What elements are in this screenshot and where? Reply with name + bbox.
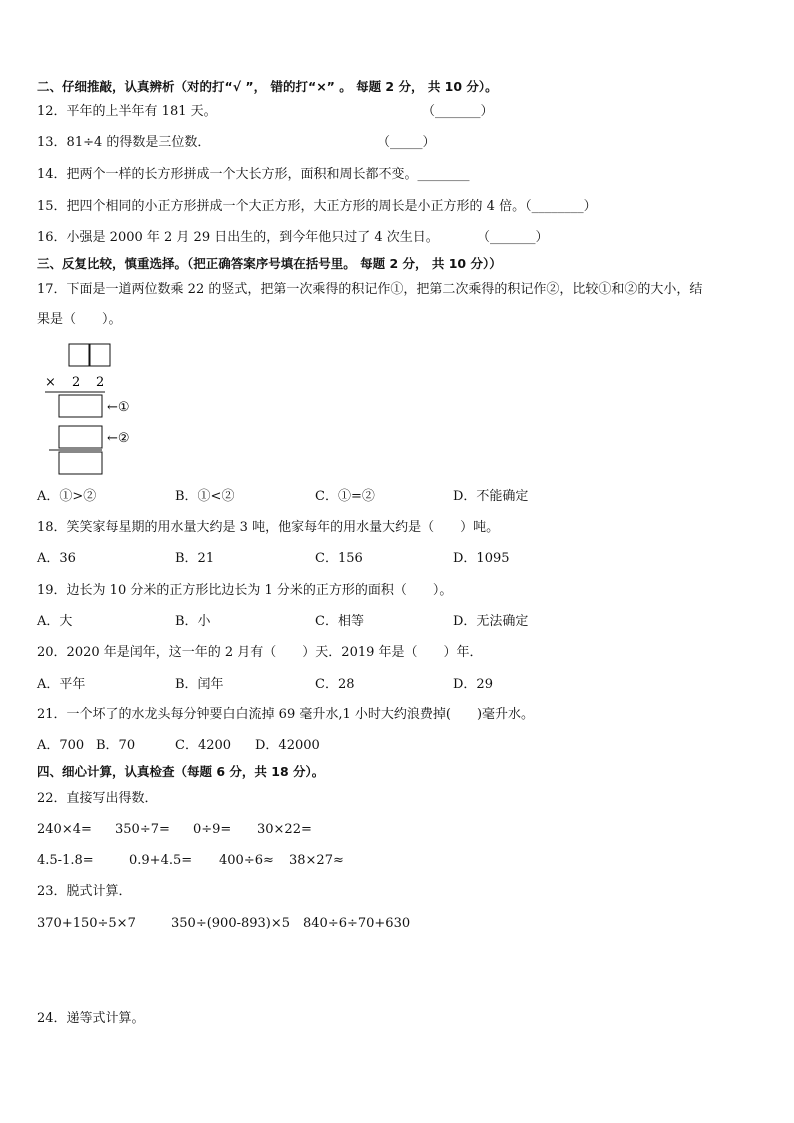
option-19-a[interactable]: A．大 <box>37 614 73 629</box>
arrow-label-2: ←② <box>107 431 130 446</box>
option-18-c[interactable]: C．156 <box>315 551 363 566</box>
calc-item: 30×22= <box>257 822 312 837</box>
question-13 <box>37 134 436 152</box>
option-18-d[interactable]: D．1095 <box>453 551 510 566</box>
arrow-label-1: ←① <box>107 400 130 415</box>
answer-blank-13[interactable]: （_____） <box>377 135 436 150</box>
question-19: 19．边长为 10 分米的正方形比边长为 1 分米的正方形的面积（ ）。 <box>37 583 453 598</box>
option-20-d[interactable]: D．29 <box>453 677 493 692</box>
digit-box-tens <box>69 344 89 366</box>
question-22: 22．直接写出得数． <box>37 791 158 806</box>
question-21: 21．一个坏了的水龙头每分钟要白白流掉 69 毫升水,1 小时大约浪费掉( )毫升水。 <box>37 707 535 722</box>
option-18-a[interactable]: A．36 <box>37 551 76 566</box>
question-17-line-2: 果是（ ）。 <box>37 312 122 327</box>
calc-item: 350÷7= <box>115 822 170 837</box>
multiplier-digit-2: 2 <box>96 375 105 390</box>
question-14: 14．把两个一样的长方形拼成一个大长方形，面积和周长都不变。________ <box>37 167 470 182</box>
question-12-text: 12．平年的上半年有 181 天。 <box>37 104 217 119</box>
option-19-b[interactable]: B．小 <box>175 614 211 629</box>
question-18: 18．笑笑家每星期的用水量大约是 3 吨，他家每年的用水量大约是（ ）吨。 <box>37 520 500 535</box>
question-20: 20．2020 年是闰年，这一年的 2 月有（ ）天．2019 年是（ ）年． <box>37 645 483 660</box>
section-2-heading: 二、仔细推敲，认真辨析（对的打“√ ”， 错的打“×” 。 每题 2 分， 共 10 分）。 <box>37 79 498 94</box>
question-16 <box>37 229 549 247</box>
section-4-heading: 四、细心计算，认真检查（每题 6 分，共 18 分）。 <box>37 764 325 779</box>
question-13-text: 13．81÷4 的得数是三位数． <box>37 135 211 150</box>
calc-item: 4.5-1.8= <box>37 853 94 868</box>
option-17-d[interactable]: D．不能确定 <box>453 489 529 504</box>
vertical-multiplication-diagram <box>37 340 177 480</box>
option-17-c[interactable]: C．①=② <box>315 489 375 504</box>
expression-item: 840÷6÷70+630 <box>303 916 411 931</box>
expression-item: 350÷(900-893)×5 <box>171 916 291 931</box>
calc-item: 240×4= <box>37 822 92 837</box>
option-20-b[interactable]: B．闰年 <box>175 677 224 692</box>
partial-product-1-box <box>59 395 102 417</box>
calc-item: 0÷9= <box>193 822 232 837</box>
times-sign: × <box>45 375 56 390</box>
question-17-line-1: 17．下面是一道两位数乘 22 的竖式，把第一次乘得的积记作①，把第二次乘得的积记作②，比较①和②的大小，结 <box>37 282 703 297</box>
option-21-c[interactable]: C．4200 <box>175 738 232 753</box>
question-24: 24．递等式计算。 <box>37 1011 145 1026</box>
option-17-b[interactable]: B．①<② <box>175 489 235 504</box>
question-23: 23．脱式计算． <box>37 884 132 899</box>
option-21-d[interactable]: D．42000 <box>255 738 320 753</box>
answer-blank-16[interactable]: （_______） <box>477 230 549 245</box>
option-21-a[interactable]: A．700 <box>37 738 85 753</box>
option-20-a[interactable]: A．平年 <box>37 677 86 692</box>
question-15: 15．把四个相同的小正方形拼成一个大正方形，大正方形的周长是小正方形的 4 倍。（________） <box>37 199 597 214</box>
partial-product-2-box <box>59 426 102 448</box>
option-18-b[interactable]: B．21 <box>175 551 215 566</box>
option-19-c[interactable]: C．相等 <box>315 614 364 629</box>
option-21-b[interactable]: B．70 <box>96 738 136 753</box>
final-product-box <box>59 452 102 474</box>
question-16-text: 16．小强是 2000 年 2 月 29 日出生的，到今年他只过了 4 次生日。 <box>37 230 439 245</box>
multiplier-digit-1: 2 <box>72 375 81 390</box>
expression-item: 370+150÷5×7 <box>37 916 136 931</box>
option-19-d[interactable]: D．无法确定 <box>453 614 529 629</box>
calc-item: 0.9+4.5= <box>129 853 193 868</box>
question-12 <box>37 103 494 121</box>
digit-box-ones <box>90 344 110 366</box>
calc-item: 400÷6≈ <box>219 853 274 868</box>
answer-blank-12[interactable]: （_______） <box>422 104 494 119</box>
calc-item: 38×27≈ <box>289 853 344 868</box>
option-20-c[interactable]: C．28 <box>315 677 355 692</box>
option-17-a[interactable]: A．①>② <box>37 489 97 504</box>
section-3-heading: 三、反复比较，慎重选择。（把正确答案序号填在括号里。 每题 2 分， 共 10 分）） <box>37 256 502 271</box>
